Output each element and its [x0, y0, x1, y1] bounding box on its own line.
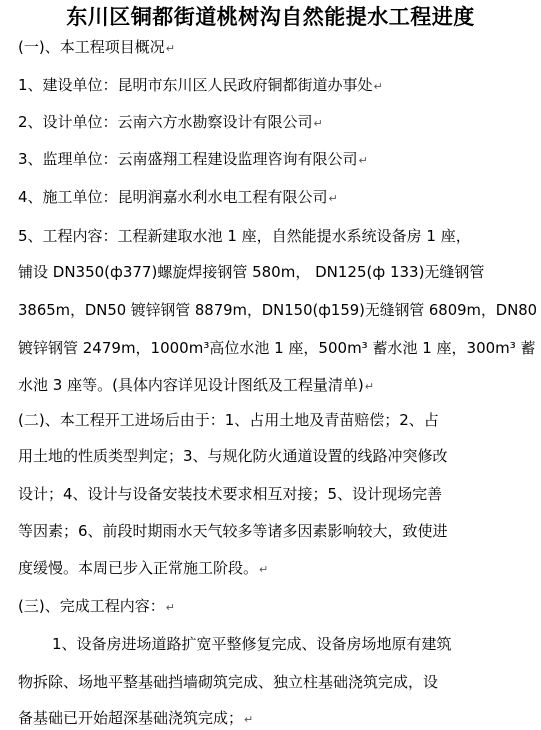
line-text: (二)、本工程开工进场后由于：1、占用土地及青苗赔偿；2、占: [18, 411, 439, 429]
line-text: 用土地的性质类型判定；3、与规化防火通道设置的线路冲突修改: [18, 447, 448, 465]
text-line: [18, 708, 253, 730]
paragraph-mark-icon: ↵: [165, 601, 175, 614]
line-text: 设计；4、设计与设备安装技术要求相互对接；5、设计现场完善: [18, 485, 443, 503]
text-line: [18, 596, 175, 618]
line-text: 铺设 DN350(ф377)螺旋焊接钢管 580m， DN125(ф 133)无缝钢管: [18, 263, 485, 281]
document-title: 东川区铜都街道桃树沟自然能提水工程进度: [66, 5, 475, 29]
line-text: (三)、完成工程内容：: [18, 597, 165, 615]
paragraph-mark-icon: ↵: [364, 380, 375, 393]
line-text: 水池 3 座等。(具体内容详见设计图纸及工程量清单): [18, 376, 364, 394]
text-line: [18, 149, 368, 171]
line-text: 等因素；6、前段时期雨水天气较多等诸多因素影响较大，致使进: [18, 522, 448, 540]
line-text: 4、施工单位：昆明润嘉水利水电工程有限公司: [18, 188, 328, 206]
paragraph-mark-icon: ↵: [165, 42, 175, 55]
line-text: (一)、本工程项目概况: [18, 38, 165, 56]
paragraph-mark-icon: ↵: [373, 80, 383, 93]
line-text: 3、监理单位：云南盛翔工程建设监理咨询有限公司: [18, 150, 358, 168]
text-line: [18, 672, 438, 692]
paragraph-mark-icon: ↵: [313, 117, 323, 130]
paragraph-mark-icon: ↵: [328, 192, 338, 205]
text-line: [18, 484, 442, 504]
line-text: 3865m，DN50 镀锌钢管 8879m，DN150(ф159)无缝钢管 6809m，DN80: [18, 301, 538, 319]
text-line: [18, 112, 323, 134]
text-line: [18, 338, 536, 358]
text-line: [18, 375, 374, 397]
paragraph-mark-icon: ↵: [244, 713, 254, 726]
text-line: [18, 187, 338, 209]
line-text: 2、设计单位：云南六方水勘察设计有限公司: [18, 113, 313, 131]
line-text: 物拆除、场地平整基础挡墙砌筑完成、独立柱基础浇筑完成，设: [18, 673, 439, 691]
text-line: [52, 634, 452, 654]
text-line: [18, 300, 537, 320]
line-text: 1、建设单位：昆明市东川区人民政府铜都街道办事处: [18, 76, 373, 94]
paragraph-mark-icon: ↵: [358, 154, 368, 167]
text-line: [18, 446, 448, 466]
line-text: 镀锌钢管 2479m，1000m³高位水池 1 座，500m³ 蓄水池 1 座，300m³ 蓄: [18, 339, 536, 357]
text-line: [18, 37, 175, 59]
text-line: [18, 75, 383, 97]
text-line: [18, 226, 471, 246]
text-line: [18, 558, 268, 580]
text-line: [18, 262, 484, 282]
text-line: [18, 521, 448, 541]
line-text: 备基础已开始超深基础浇筑完成；: [18, 709, 244, 727]
line-text: 度缓慢。本周已步入正常施工阶段。: [18, 559, 259, 577]
line-text: 1、设备房进场道路扩宽平整修复完成、设备房场地原有建筑: [52, 635, 452, 653]
text-line: [18, 410, 439, 430]
paragraph-mark-icon: ↵: [259, 563, 269, 576]
line-text: 5、工程内容：工程新建取水池 1 座，自然能提水系统设备房 1 座，: [18, 227, 471, 245]
